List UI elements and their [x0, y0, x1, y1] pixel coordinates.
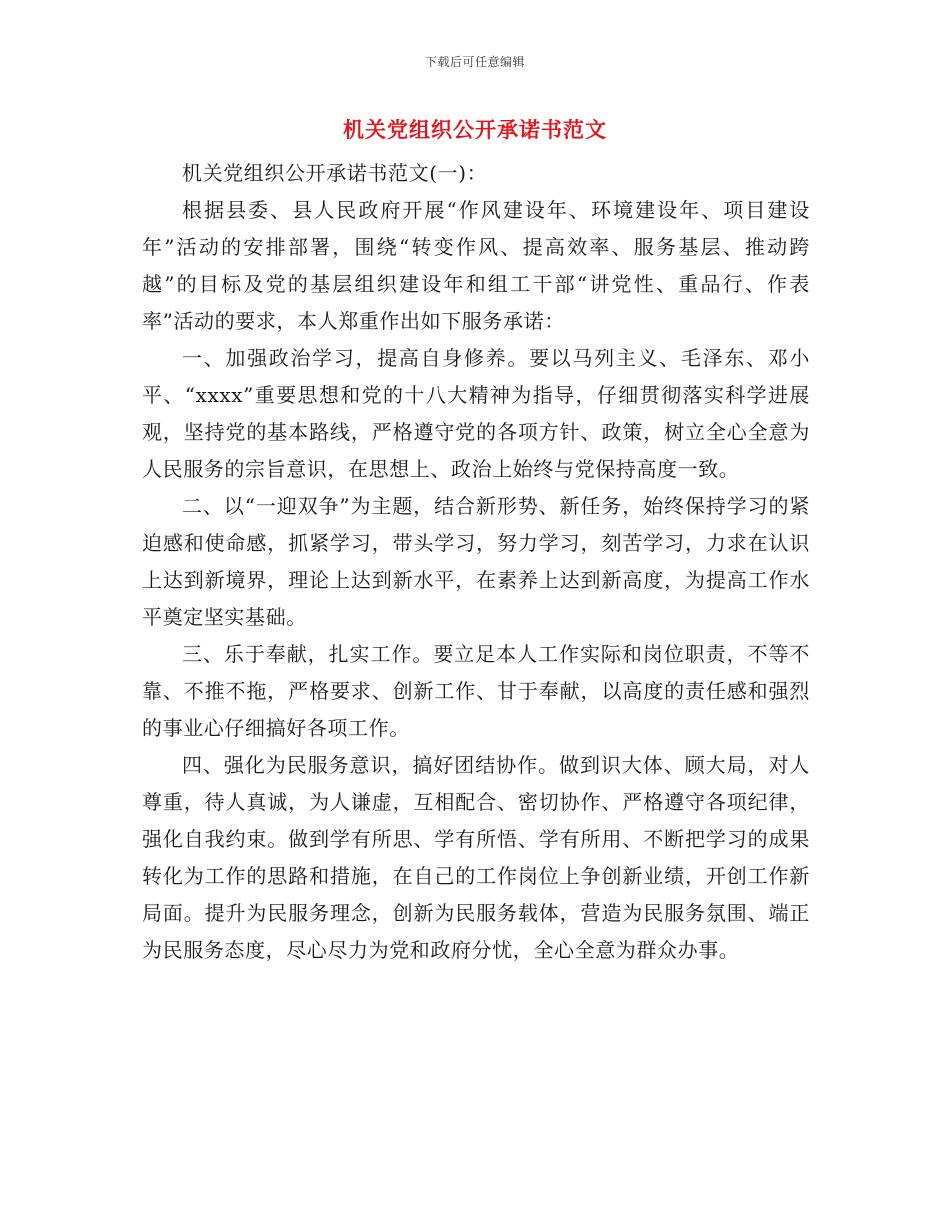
paragraph-subtitle: 机关党组织公开承诺书范文(一)： [182, 161, 488, 185]
paragraph-item-4: 四、强化为民服务意识，搞好团结协作。做到识大体、顾大局，对人尊重，待人真诚，为人谦虚，互相配合、密切协作、严格遵守各项纪律，强化自我约束。做到学有所思、学有所悟、学有所用、不断把学习的成果转化为工作的思路和措施，在自己的工作岗位上争创新业绩，开创工作新局面。提升为民服务理念，创新为民服务载体，营造为民服务氛围、端正为民服务态度，尽心尽力为党和政府分忧，全心全意为群众办事。 [142, 753, 810, 962]
paragraph-intro: 根据县委、县人民政府开展“作风建设年、环境建设年、项目建设年”活动的安排部署，围绕“转变作风、提高效率、服务基层、推动跨越”的目标及党的基层组织建设年和组工干部“讲党性、重品行、作表率”活动的要求，本人郑重作出如下服务承诺： [142, 198, 810, 333]
paragraph-item-1: 一、加强政治学习，提高自身修养。要以马列主义、毛泽东、邓小平、“xxxx”重要思想和党的十八大精神为指导，仔细贯彻落实科学进展观，坚持党的基本路线，严格遵守党的各项方针、政策，树立全心全意为人民服务的宗旨意识，在思想上、政治上始终与党保持高度一致。 [142, 346, 810, 481]
document-title: 机关党组织公开承诺书范文 [343, 118, 607, 142]
header-note: 下载后可任意编辑 [424, 55, 525, 69]
paragraph-item-3: 三、乐于奉献，扎实工作。要立足本人工作实际和岗位职责，不等不靠、不推不拖，严格要求、创新工作、甘于奉献，以高度的责任感和强烈的事业心仔细搞好各项工作。 [142, 642, 810, 740]
paragraph-item-2: 二、以“一迎双争”为主题，结合新形势、新任务，始终保持学习的紧迫感和使命感，抓紧学习，带头学习，努力学习，刻苦学习，力求在认识上达到新境界，理论上达到新水平，在素养上达到新高度，为提高工作水平奠定坚实基础。 [142, 494, 810, 629]
document-body [142, 155, 810, 969]
